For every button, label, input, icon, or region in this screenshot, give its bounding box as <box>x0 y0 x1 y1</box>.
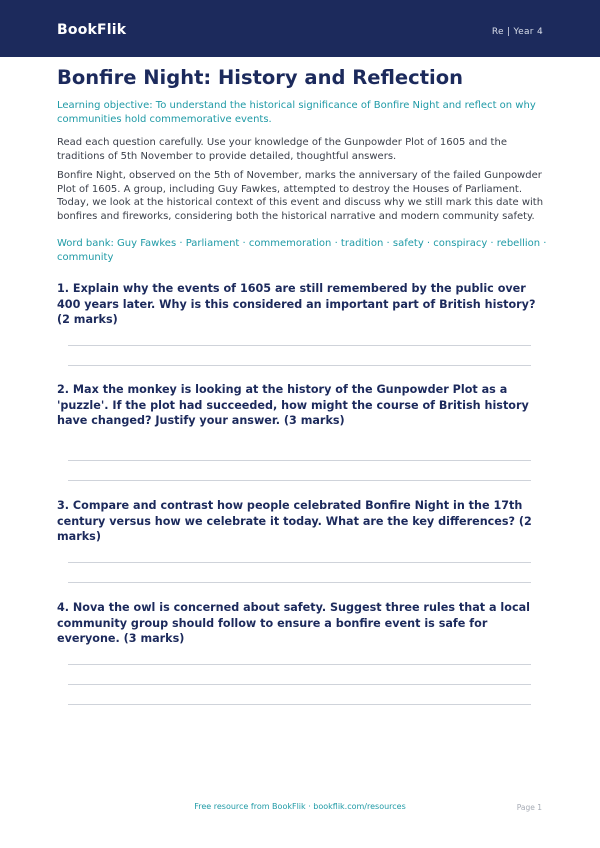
learning-objective: Learning objective: To understand the historical significance of Bonfire Night and reflect on why communities hold commemorative events. <box>57 100 536 125</box>
question-3: 3. Compare and contrast how people celebrated Bonfire Night in the 17th century versus how we celebrate it today. What are the key differences? (2 marks) <box>57 499 532 543</box>
word-bank: Word bank: Guy Fawkes · Parliament · commemoration · tradition · safety · conspiracy · rebellion · community <box>57 238 547 263</box>
answer-line[interactable] <box>68 562 531 563</box>
context-paragraph: Bonfire Night, observed on the 5th of November, marks the anniversary of the failed Gunpowder Plot of 1605. A group, including Guy Fawkes, attempted to destroy the Houses of Parliament. Today, we look at the historical context of this event and discuss why we still mark this date with bonfires and fireworks, considering both the historical narrative and modern community safety. <box>57 170 544 222</box>
answer-line[interactable] <box>68 582 531 583</box>
subject-year-label: Re | Year 4 <box>491 27 543 37</box>
instructions: Read each question carefully. Use your knowledge of the Gunpowder Plot of 1605 and the traditions of 5th November to provide detailed, thoughtful answers. <box>57 137 507 162</box>
answer-line[interactable] <box>68 480 531 481</box>
question-4: 4. Nova the owl is concerned about safety. Suggest three rules that a local community group should follow to ensure a bonfire event is safe for everyone. (3 marks) <box>57 601 530 645</box>
answer-line[interactable] <box>68 345 531 346</box>
answer-line[interactable] <box>68 664 531 665</box>
answer-line[interactable] <box>68 365 531 366</box>
page-title: Bonfire Night: History and Reflection <box>57 66 463 89</box>
question-2: 2. Max the monkey is looking at the history of the Gunpowder Plot as a 'puzzle'. If the plot had succeeded, how might the course of British history have changed? Justify your answer. (3 marks) <box>57 383 529 427</box>
brand-logo: BookFlik <box>57 22 127 38</box>
answer-line[interactable] <box>68 460 531 461</box>
footer-resource-link[interactable]: Free resource from BookFlik · bookflik.com/resources <box>194 802 406 811</box>
question-1: 1. Explain why the events of 1605 are still remembered by the public over 400 years later. Why is this considered an important part of British history? (2 marks) <box>57 282 536 326</box>
page-number: Page 1 <box>516 803 542 812</box>
answer-line[interactable] <box>68 704 531 705</box>
page-header <box>0 0 600 57</box>
answer-line[interactable] <box>68 684 531 685</box>
